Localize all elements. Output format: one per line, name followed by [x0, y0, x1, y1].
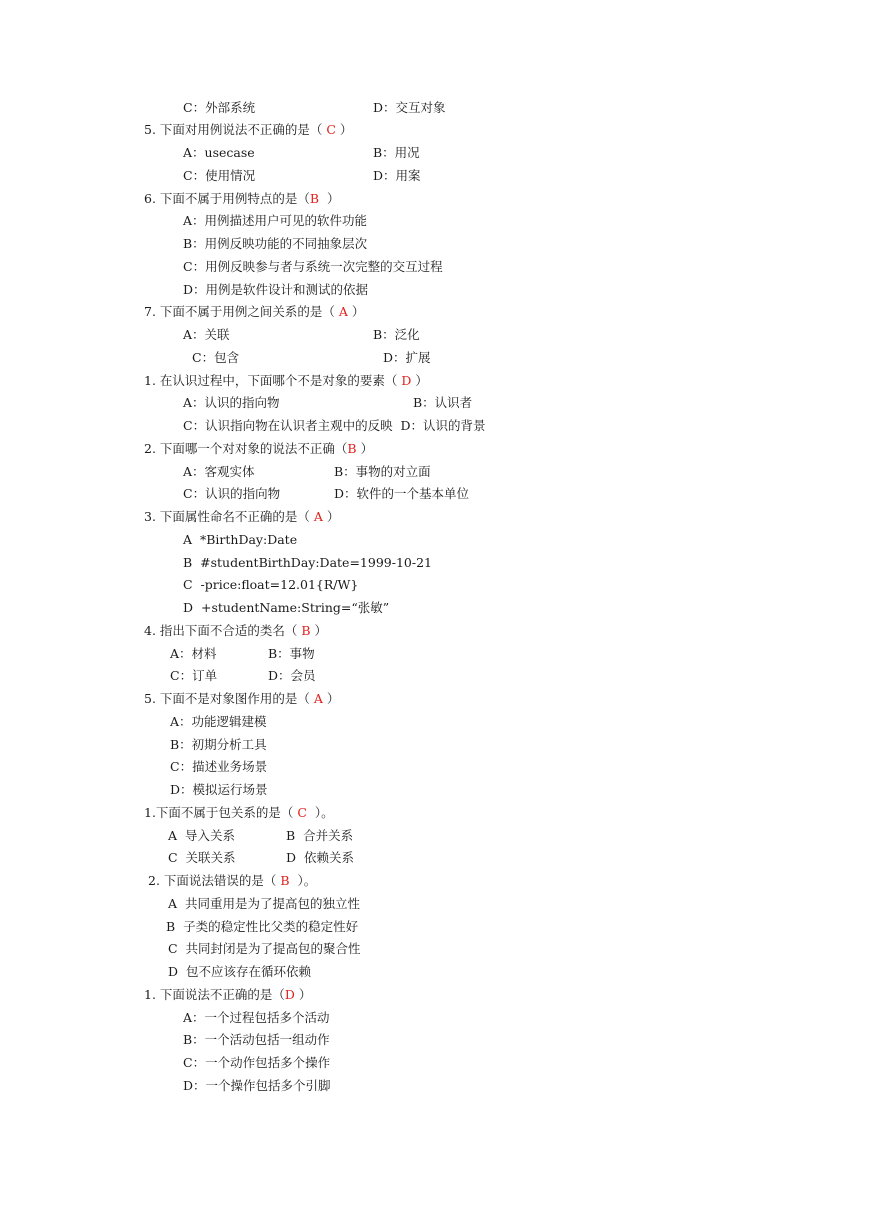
answer-letter: C: [326, 122, 336, 137]
line-text: B：用况: [373, 145, 420, 160]
answer-letter: A: [338, 304, 348, 319]
text-line: [183, 463, 255, 481]
line-text: B：一个活动包括一组动作: [183, 1032, 330, 1047]
line-text: 7. 下面不属于用例之间关系的是（: [144, 304, 339, 319]
line-text: A：功能逻辑建模: [170, 714, 267, 729]
line-text: C：描述业务场景: [170, 759, 268, 774]
text-line: [144, 303, 364, 321]
line-text: 3. 下面属性命名不正确的是（: [144, 509, 314, 524]
line-text: D 包不应该存在循环依赖: [168, 964, 311, 979]
text-line: [334, 463, 431, 481]
line-text: A：客观实体: [183, 464, 255, 479]
text-line: [170, 667, 217, 685]
answer-letter: B: [309, 191, 320, 206]
line-text: C：包含: [192, 350, 240, 365]
line-text: C 关联关系: [168, 850, 236, 865]
text-line: [183, 576, 358, 594]
line-text: B：认识者: [413, 395, 473, 410]
text-line: [183, 1009, 330, 1027]
text-line: [268, 667, 316, 685]
line-text: A：用例描述用户可见的软件功能: [183, 213, 368, 228]
line-text: ）。: [306, 805, 334, 820]
line-text: A *BirthDay:Date: [183, 532, 298, 547]
line-text: B #studentBirthDay:Date=1999-10-21: [183, 555, 432, 570]
line-text: B：事物: [268, 646, 315, 661]
line-text: ）: [356, 441, 374, 456]
line-text: C：使用情况: [183, 168, 256, 183]
line-text: D：用案: [373, 168, 421, 183]
answer-letter: C: [297, 805, 307, 820]
text-line: [183, 167, 255, 185]
line-text: ）: [411, 373, 428, 388]
text-line: [144, 986, 311, 1004]
text-line: [183, 485, 280, 503]
line-text: C：认识的指向物: [183, 486, 281, 501]
line-text: D：会员: [268, 668, 316, 683]
answer-letter: A: [313, 691, 323, 706]
line-text: B：泛化: [373, 327, 420, 342]
text-line: [413, 394, 472, 412]
text-line: [168, 895, 360, 913]
line-text: ）: [310, 623, 328, 638]
line-text: C：订单: [170, 668, 218, 683]
text-line: [144, 690, 339, 708]
answer-letter: D: [401, 373, 412, 388]
text-line: [286, 827, 353, 845]
text-line: [183, 258, 443, 276]
text-line: [144, 121, 352, 139]
line-text: A：关联: [183, 327, 230, 342]
line-text: A：材料: [170, 646, 217, 661]
line-text: B：事物的对立面: [334, 464, 431, 479]
line-text: C：一个动作包括多个操作: [183, 1055, 331, 1070]
text-line: [183, 599, 389, 617]
text-line: [183, 99, 255, 117]
text-line: [183, 554, 432, 572]
line-text: ）: [322, 691, 340, 706]
line-text: A：一个过程包括多个活动: [183, 1010, 330, 1025]
text-line: [183, 281, 368, 299]
line-text: D：模拟运行场景: [170, 782, 268, 797]
text-line: [286, 849, 354, 867]
line-text: D：一个操作包括多个引脚: [183, 1078, 331, 1093]
text-line: [183, 1054, 330, 1072]
line-text: C：外部系统: [183, 100, 256, 115]
answer-letter: A: [313, 509, 323, 524]
text-line: [183, 326, 230, 344]
text-line: [166, 918, 358, 936]
line-text: B：初期分析工具: [170, 737, 267, 752]
answer-letter: B: [280, 873, 290, 888]
text-line: [183, 1077, 331, 1095]
line-text: ）: [319, 191, 340, 206]
text-line: [183, 212, 367, 230]
text-line: [144, 622, 327, 640]
line-text: 1.下面不属于包关系的是（: [144, 805, 298, 820]
line-text: A 导入关系: [168, 828, 235, 843]
text-line: [170, 758, 267, 776]
text-line: [144, 440, 373, 458]
text-line: [373, 144, 420, 162]
text-line: [170, 736, 267, 754]
line-text: 1. 在认识过程中，下面哪个不是对象的要素（: [144, 373, 402, 388]
text-line: [373, 99, 446, 117]
line-text: C：用例反映参与者与系统一次完整的交互过程: [183, 259, 443, 274]
line-text: ）: [335, 122, 353, 137]
text-line: [334, 485, 469, 503]
line-text: D：扩展: [383, 350, 431, 365]
line-text: A：usecase: [183, 145, 255, 160]
text-line: [268, 645, 315, 663]
text-line: [373, 167, 421, 185]
line-text: B 子类的稳定性比父类的稳定性好: [166, 919, 359, 934]
text-line: [168, 849, 236, 867]
line-text: D：用例是软件设计和测试的依据: [183, 282, 369, 297]
text-line: [373, 326, 420, 344]
text-line: [168, 940, 361, 958]
text-line: [168, 827, 235, 845]
line-text: A 共同重用是为了提高包的独立性: [168, 896, 360, 911]
line-text: D：交互对象: [373, 100, 446, 115]
text-line: [170, 713, 267, 731]
text-line: [192, 349, 239, 367]
line-text: 2. 下面说法错误的是（: [148, 873, 281, 888]
line-text: B：用例反映功能的不同抽象层次: [183, 236, 368, 251]
line-text: ）: [347, 304, 365, 319]
answer-letter: D: [284, 987, 295, 1002]
text-line: [144, 804, 334, 822]
text-line: [144, 190, 340, 208]
line-text: D +studentName:String=“张敏”: [183, 600, 390, 615]
text-line: [144, 508, 339, 526]
text-line: [183, 144, 255, 162]
text-line: [183, 417, 486, 435]
text-line: [170, 781, 268, 799]
text-line: [383, 349, 431, 367]
text-line: [170, 645, 217, 663]
line-text: 4. 指出下面不合适的类名（: [144, 623, 302, 638]
line-text: 5. 下面对用例说法不正确的是（: [144, 122, 327, 137]
line-text: C 共同封闭是为了提高包的聚合性: [168, 941, 361, 956]
line-text: ）。: [289, 873, 317, 888]
line-text: 2. 下面哪一个对对象的说法不正确（: [144, 441, 348, 456]
line-text: B 合并关系: [286, 828, 354, 843]
line-text: C -price:float=12.01{R/W}: [183, 577, 359, 592]
line-text: 6. 下面不属于用例特点的是（: [144, 191, 310, 206]
text-line: [168, 963, 311, 981]
line-text: 1. 下面说法不正确的是（: [144, 987, 285, 1002]
text-line: [183, 235, 367, 253]
line-text: ）: [294, 987, 312, 1002]
text-line: [144, 372, 428, 390]
answer-letter: B: [301, 623, 311, 638]
text-line: [183, 394, 280, 412]
text-line: [148, 872, 316, 890]
text-line: [183, 531, 297, 549]
line-text: D 依赖关系: [286, 850, 354, 865]
line-text: A：认识的指向物: [183, 395, 280, 410]
line-text: 5. 下面不是对象图作用的是（: [144, 691, 314, 706]
answer-letter: B: [347, 441, 357, 456]
line-text: D：软件的一个基本单位: [334, 486, 470, 501]
text-line: [183, 1031, 330, 1049]
line-text: C：认识指向物在认识者主观中的反映 D：认识的背景: [183, 418, 486, 433]
line-text: ）: [322, 509, 340, 524]
